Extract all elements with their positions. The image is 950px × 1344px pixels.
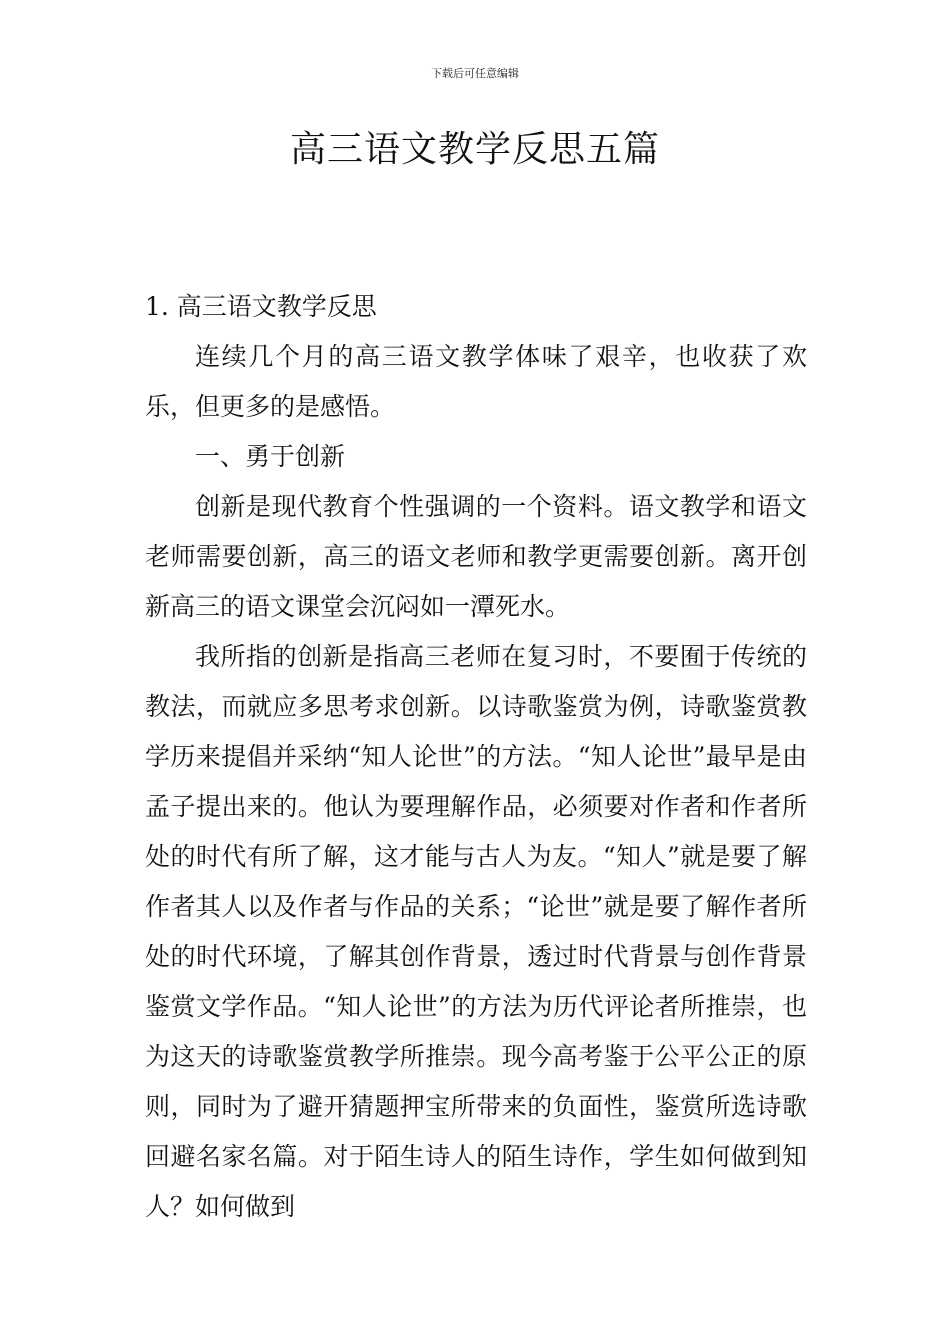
paragraph-poetry-appreciation: 我所指的创新是指高三老师在复习时，不要囿于传统的教法，而就应多思考求创新。以诗歌鉴赏为例，诗歌鉴赏教学历来提倡并采纳“知人论世”的方法。“知人论世”最早是由孟子提出来的。他认为要理解作品，必须要对作者和作者所处的时代有所了解，这才能与古人为友。“知人”就是要了解作者其人以及作者与作品的关系；“论世”就是要了解作者所处的时代环境，了解其创作背景，透过时代背景与创作背景鉴赏文学作品。“知人论世”的方法为历代评论者所推崇，也为这天的诗歌鉴赏教学所推崇。现今高考鉴于公平公正的原则，同时为了避开猜题押宝所带来的负面性，鉴赏所选诗歌回避名家名篇。对于陌生诗人的陌生诗作，学生如何做到知人？如何做到 — [145, 642, 807, 1221]
paragraph-intro: 连续几个月的高三语文教学体味了艰辛，也收获了欢乐，但更多的是感悟。 — [145, 342, 807, 421]
section-heading: 1. 高三语文教学反思 — [145, 292, 377, 321]
document-body — [145, 282, 807, 1232]
subheading-innovation: 一、勇于创新 — [195, 442, 346, 471]
document-title: 高三语文教学反思五篇 — [289, 129, 660, 170]
paragraph-innovation: 创新是现代教育个性强调的一个资料。语文教学和语文老师需要创新，高三的语文老师和教学更需要创新。离开创新高三的语文课堂会沉闷如一潭死水。 — [145, 492, 807, 621]
header-note: 下载后可任意编辑 — [431, 67, 519, 80]
